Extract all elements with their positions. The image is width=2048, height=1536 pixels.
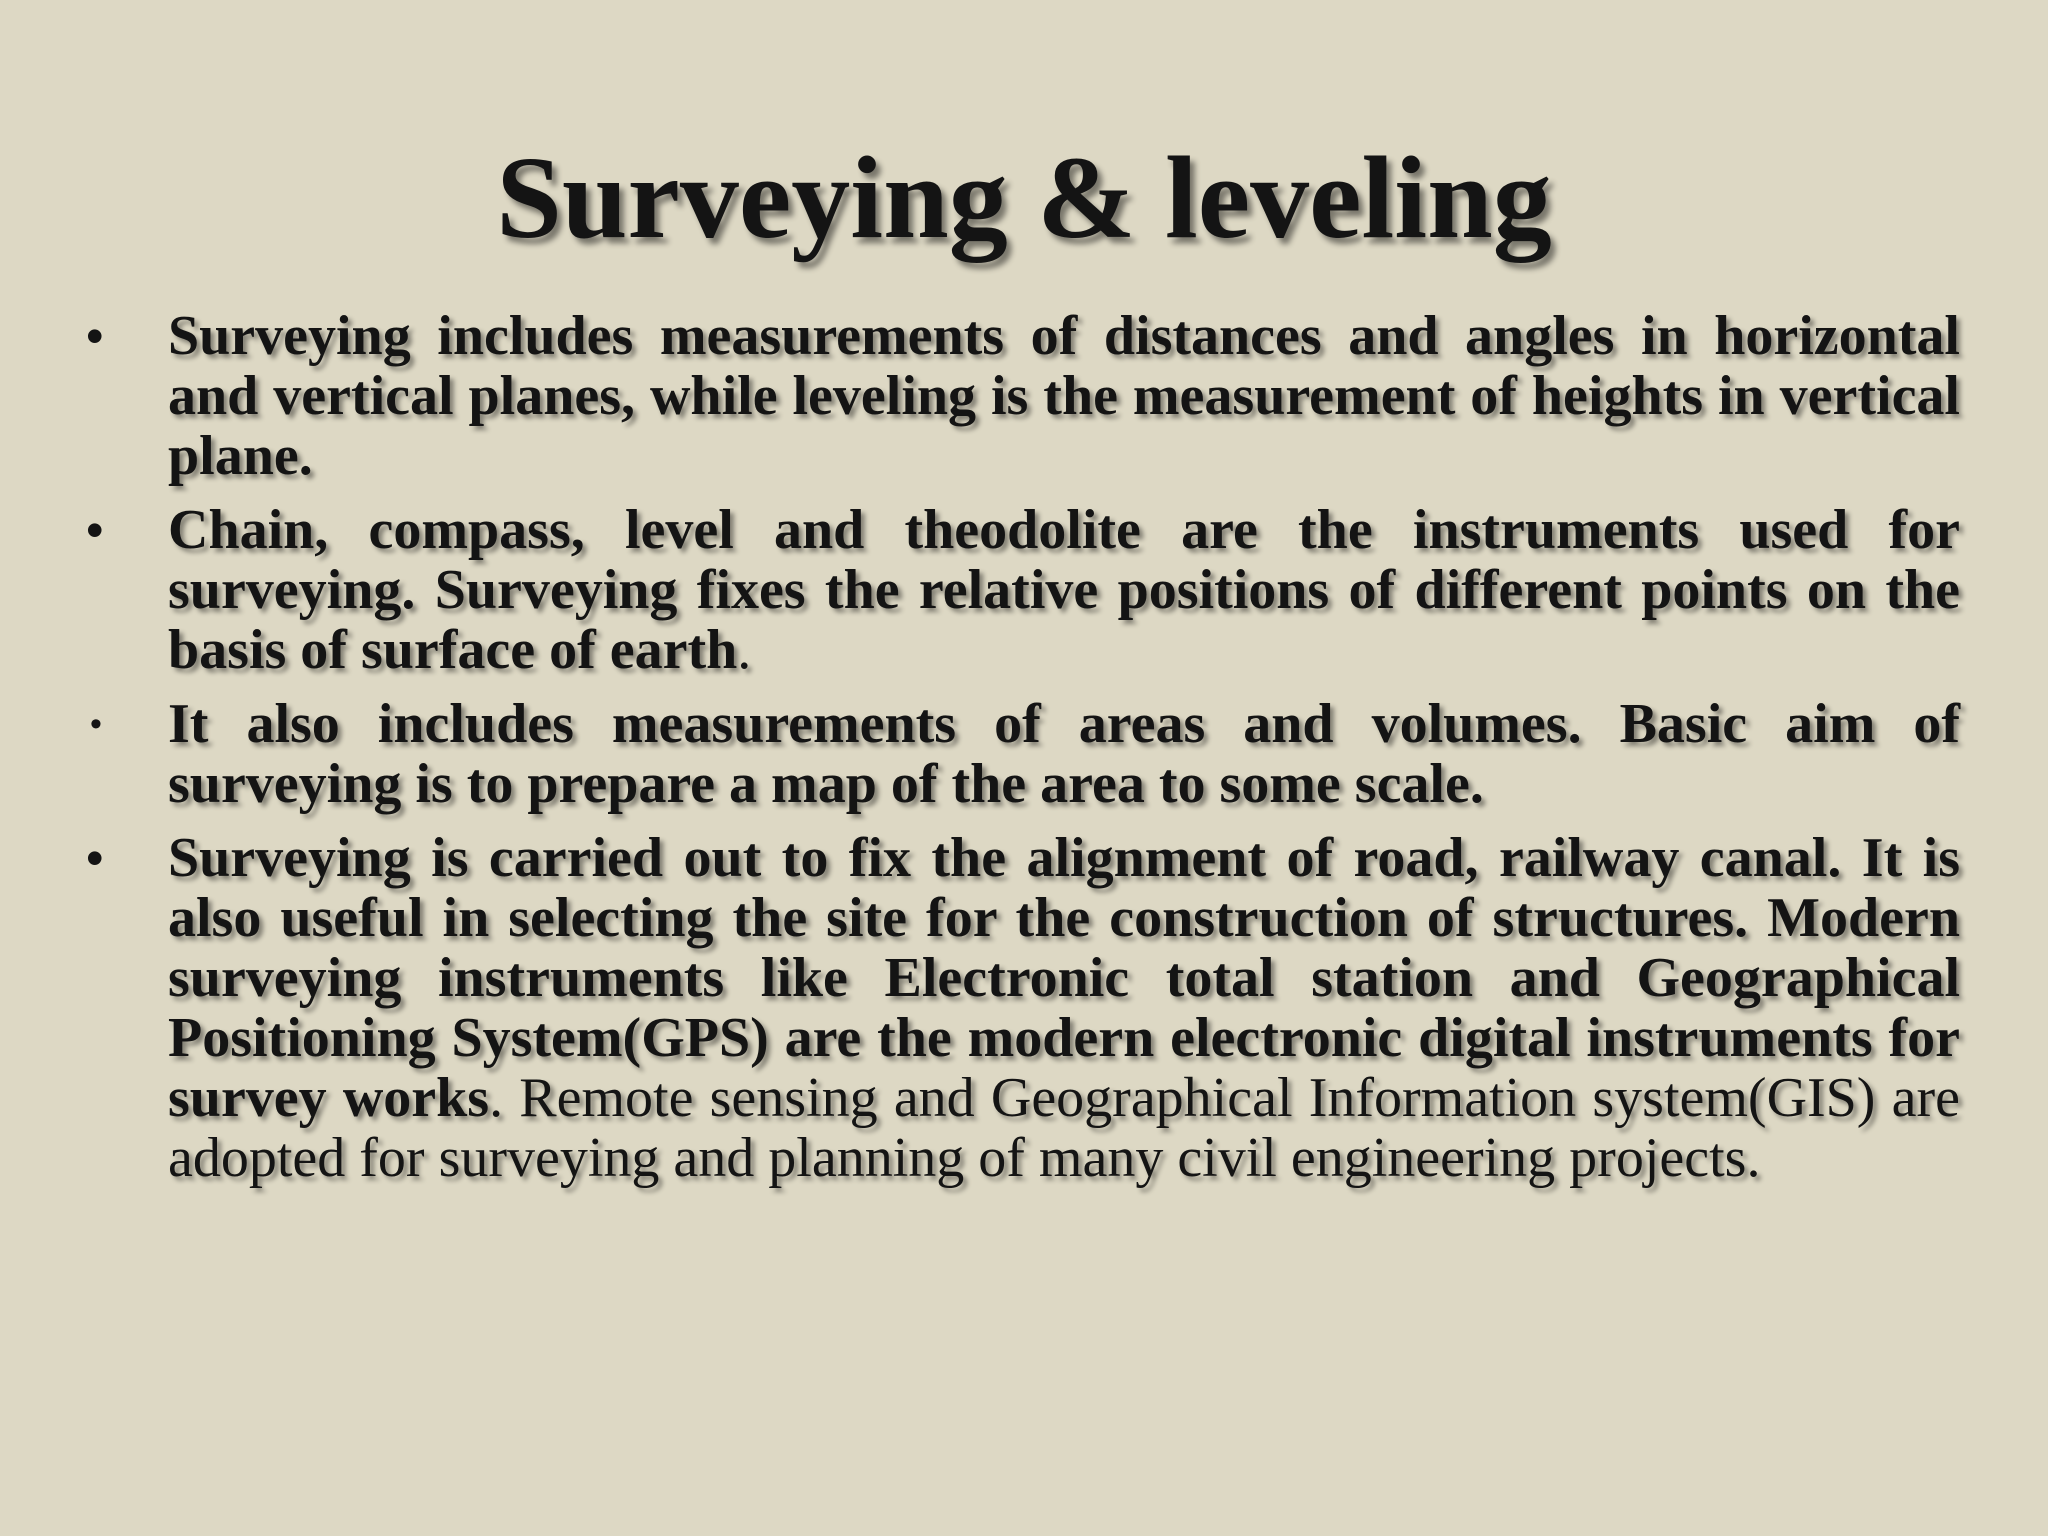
bullet-item-3 [80,694,1960,814]
bullet-marker: • [86,308,104,364]
bullet-text: It also includes measurements of areas and volumes. Basic aim of surveying is to prepare a map of the area to some scale. [168,693,1960,815]
bullet-text: Surveying is carried out to fix the alignment of road, railway canal. It is also useful in selecting the site for the construction of structures. Modern surveying instruments like Electronic total station and Geographical Positioning System(GPS) are the modern electronic digital instruments for survey works [168,827,1960,1129]
bullet-text-normal: . [737,619,752,681]
bullet-item-2 [80,500,1960,680]
bullet-text-normal: . Remote sensing and Geographical Information system(GIS) are adopted for surveying and planning of many civil engineering projects. [168,1067,1960,1189]
bullet-marker: • [86,830,104,886]
bullet-item-1 [80,306,1960,486]
bullet-text: Surveying includes measurements of distances and angles in horizontal and vertical planes, while leveling is the measurement of heights in vertical plane. [168,305,1960,487]
bullet-marker: • [90,705,102,743]
bullet-marker: • [86,502,104,558]
bullet-text: Chain, compass, level and theodolite are the instruments used for surveying. Surveying fixes the relative positions of different points on the basis of surface of earth [168,499,1960,681]
slide-title: Surveying & leveling [496,132,1552,263]
bullet-item-4 [80,828,1960,1188]
bullet-list [80,306,1960,1202]
